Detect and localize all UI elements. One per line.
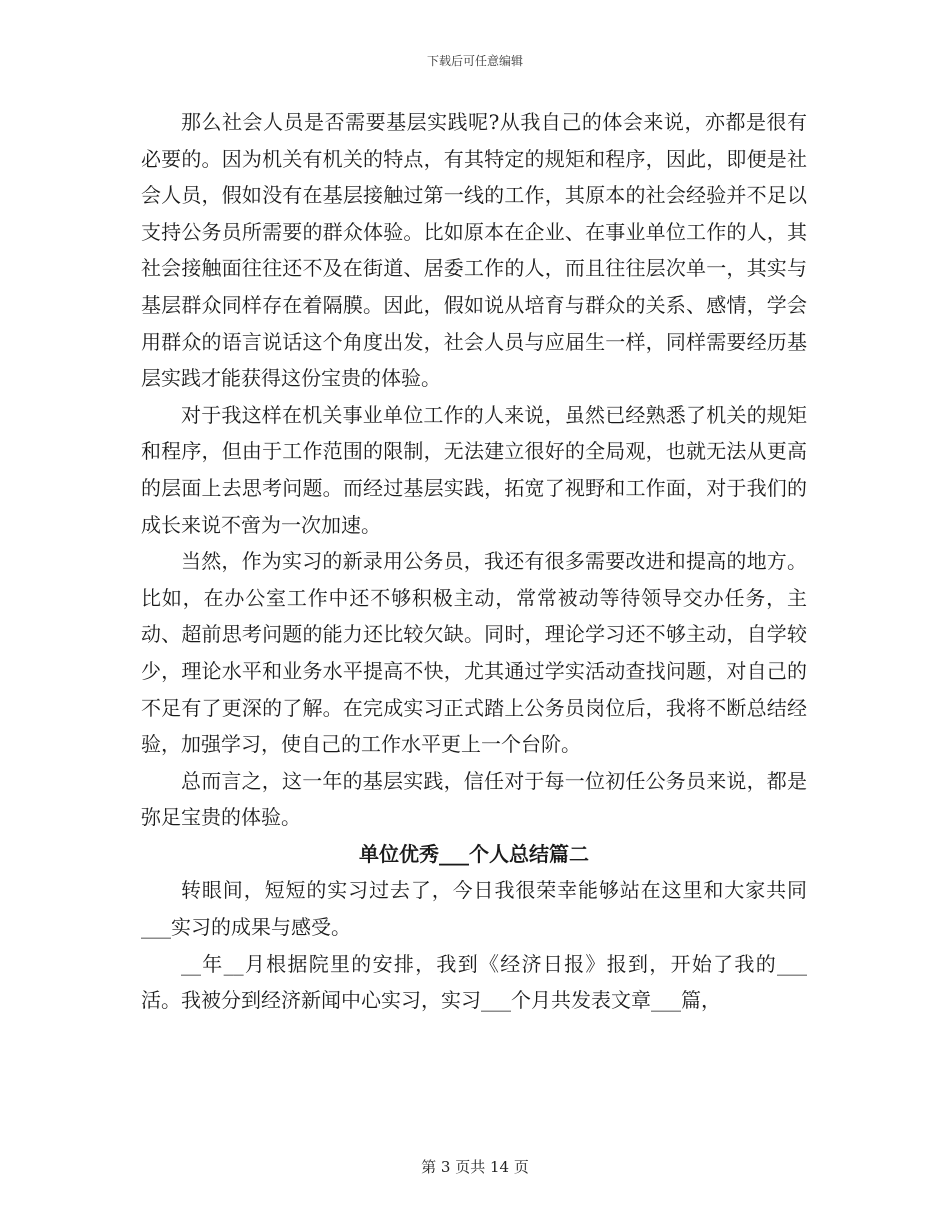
header-note: 下载后可任意编辑 xyxy=(426,54,523,68)
paragraph: 转眼间，短短的实习过去了，今日我很荣幸能够站在这里和大家共同___实习的成果与感受。 xyxy=(141,878,807,940)
paragraph: 对于我这样在机关事业单位工作的人来说，虽然已经熟悉了机关的规矩和程序，但由于工作范围的限制，无法建立很好的全局观，也就无法从更高的层面上去思考问题。而经过基层实践，拓宽了视野和工作面，对于我们的成长来说不啻为一次加速。 xyxy=(141,402,807,537)
paragraph: 当然，作为实习的新录用公务员，我还有很多需要改进和提高的地方。比如，在办公室工作中还不够积极主动，常常被动等待领导交办任务，主动、超前思考问题的能力还比较欠缺。同时，理论学习还不够主动，自学较少，理论水平和业务水平提高不快，尤其通过学实活动查找问题，对自己的不足有了更深的了解。在完成实习正式踏上公务员岗位后，我将不断总结经验，加强学习，使自己的工作水平更上一个台阶。 xyxy=(141,549,807,757)
paragraph: 那么社会人员是否需要基层实践呢?从我自己的体会来说，亦都是很有必要的。因为机关有机关的特点，有其特定的规矩和程序，因此，即便是社会人员，假如没有在基层接触过第一线的工作，其原本的社会经验并不足以支持公务员所需要的群众体验。比如原本在企业、在事业单位工作的人，其社会接触面往往还不及在街道、居委工作的人，而且往往层次单一，其实与基层群众同样存在着隔膜。因此，假如说从培育与群众的关系、感情，学会用群众的语言说话这个角度出发，社会人员与应届生一样，同样需要经历基层实践才能获得这份宝贵的体验。 xyxy=(141,110,807,391)
paragraph: 总而言之，这一年的基层实践，信任对于每一位初任公务员来说，都是弥足宝贵的体验。 xyxy=(141,768,807,830)
document-body xyxy=(141,104,807,1019)
page-footer: 第 3 页共 14 页 xyxy=(421,1158,529,1176)
section-title: 单位优秀___个人总结篇二 xyxy=(359,841,589,866)
paragraph: __年__月根据院里的安排，我到《经济日报》报到，开始了我的___活。我被分到经济新闻中心实习，实习___个月共发表文章___篇， xyxy=(141,951,807,1013)
